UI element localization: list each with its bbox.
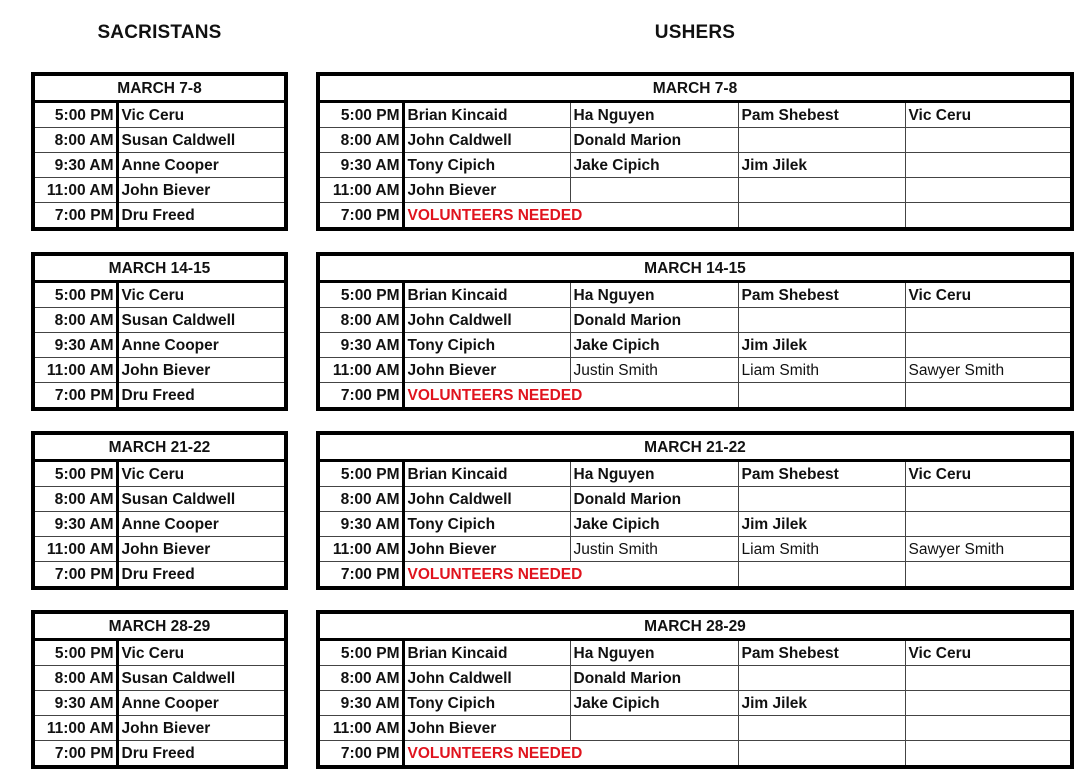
usher-name: Donald Marion bbox=[570, 666, 738, 691]
table-row bbox=[33, 178, 286, 203]
mass-time: 7:00 PM bbox=[33, 562, 117, 589]
usher-name: Sawyer Smith bbox=[905, 537, 1072, 562]
week-date: MARCH 21-22 bbox=[318, 433, 1072, 461]
usher-name: Liam Smith bbox=[738, 537, 905, 562]
sacristan-name: Susan Caldwell bbox=[117, 308, 286, 333]
mass-time: 11:00 AM bbox=[33, 358, 117, 383]
usher-name: John Biever bbox=[403, 537, 570, 562]
table-row bbox=[33, 487, 286, 512]
table-row bbox=[318, 461, 1072, 487]
usher-name: Tony Cipich bbox=[403, 512, 570, 537]
usher-name: Brian Kincaid bbox=[403, 640, 570, 666]
table-row bbox=[33, 461, 286, 487]
table-row bbox=[33, 358, 286, 383]
usher-name bbox=[905, 128, 1072, 153]
mass-time: 5:00 PM bbox=[33, 282, 117, 308]
table-row bbox=[318, 282, 1072, 308]
sacristans-table bbox=[31, 72, 288, 231]
usher-name bbox=[738, 308, 905, 333]
usher-name bbox=[905, 512, 1072, 537]
mass-time: 11:00 AM bbox=[318, 716, 403, 741]
usher-name bbox=[905, 691, 1072, 716]
table-row bbox=[33, 383, 286, 410]
volunteers-needed: VOLUNTEERS NEEDED bbox=[403, 741, 738, 768]
usher-name bbox=[738, 666, 905, 691]
mass-time: 7:00 PM bbox=[318, 562, 403, 589]
mass-time: 11:00 AM bbox=[33, 537, 117, 562]
table-row bbox=[33, 153, 286, 178]
table-row bbox=[33, 308, 286, 333]
mass-time: 9:30 AM bbox=[318, 691, 403, 716]
usher-name: Tony Cipich bbox=[403, 153, 570, 178]
usher-name bbox=[905, 383, 1072, 410]
table-row bbox=[318, 537, 1072, 562]
sacristan-name: Vic Ceru bbox=[117, 282, 286, 308]
mass-time: 5:00 PM bbox=[33, 102, 117, 128]
mass-time: 5:00 PM bbox=[318, 282, 403, 308]
usher-name: Pam Shebest bbox=[738, 640, 905, 666]
table-row bbox=[318, 487, 1072, 512]
sacristans-table bbox=[31, 431, 288, 590]
mass-time: 9:30 AM bbox=[318, 512, 403, 537]
usher-name bbox=[738, 383, 905, 410]
mass-time: 9:30 AM bbox=[33, 153, 117, 178]
sacristan-name: Dru Freed bbox=[117, 203, 286, 230]
usher-name: Vic Ceru bbox=[905, 282, 1072, 308]
mass-time: 7:00 PM bbox=[318, 741, 403, 768]
sacristan-name: Susan Caldwell bbox=[117, 128, 286, 153]
usher-name bbox=[905, 562, 1072, 589]
usher-name bbox=[905, 153, 1072, 178]
usher-name: Ha Nguyen bbox=[570, 461, 738, 487]
table-row bbox=[318, 153, 1072, 178]
volunteers-needed: VOLUNTEERS NEEDED bbox=[403, 383, 738, 410]
usher-name: Ha Nguyen bbox=[570, 102, 738, 128]
usher-name: Donald Marion bbox=[570, 308, 738, 333]
sacristan-name: Anne Cooper bbox=[117, 333, 286, 358]
table-row bbox=[318, 308, 1072, 333]
sacristan-name: Anne Cooper bbox=[117, 153, 286, 178]
mass-time: 7:00 PM bbox=[318, 383, 403, 410]
usher-name: Liam Smith bbox=[738, 358, 905, 383]
mass-time: 8:00 AM bbox=[318, 308, 403, 333]
mass-time: 7:00 PM bbox=[33, 383, 117, 410]
usher-name: Brian Kincaid bbox=[403, 282, 570, 308]
mass-time: 8:00 AM bbox=[318, 128, 403, 153]
mass-time: 5:00 PM bbox=[33, 461, 117, 487]
sacristan-name: Anne Cooper bbox=[117, 691, 286, 716]
sacristan-name: John Biever bbox=[117, 178, 286, 203]
sacristans-table bbox=[31, 610, 288, 769]
week-date: MARCH 28-29 bbox=[33, 612, 286, 640]
mass-time: 11:00 AM bbox=[318, 537, 403, 562]
mass-time: 7:00 PM bbox=[33, 741, 117, 768]
sacristan-name: Anne Cooper bbox=[117, 512, 286, 537]
sacristan-name: John Biever bbox=[117, 537, 286, 562]
usher-name: John Caldwell bbox=[403, 666, 570, 691]
table-row bbox=[318, 741, 1072, 768]
sacristan-name: John Biever bbox=[117, 716, 286, 741]
week-date: MARCH 14-15 bbox=[33, 254, 286, 282]
mass-time: 5:00 PM bbox=[318, 461, 403, 487]
mass-time: 9:30 AM bbox=[33, 333, 117, 358]
usher-name bbox=[738, 203, 905, 230]
volunteers-needed: VOLUNTEERS NEEDED bbox=[403, 203, 738, 230]
usher-name: Tony Cipich bbox=[403, 691, 570, 716]
week-date: MARCH 28-29 bbox=[318, 612, 1072, 640]
mass-time: 8:00 AM bbox=[33, 308, 117, 333]
sacristan-name: Vic Ceru bbox=[117, 640, 286, 666]
table-row bbox=[318, 203, 1072, 230]
usher-name bbox=[738, 178, 905, 203]
mass-time: 8:00 AM bbox=[33, 487, 117, 512]
usher-name: Sawyer Smith bbox=[905, 358, 1072, 383]
table-row bbox=[318, 383, 1072, 410]
table-row bbox=[33, 716, 286, 741]
table-row bbox=[318, 358, 1072, 383]
usher-name: John Biever bbox=[403, 358, 570, 383]
table-row bbox=[33, 640, 286, 666]
mass-time: 8:00 AM bbox=[33, 666, 117, 691]
mass-time: 8:00 AM bbox=[33, 128, 117, 153]
usher-name: Brian Kincaid bbox=[403, 102, 570, 128]
usher-name: Justin Smith bbox=[570, 358, 738, 383]
mass-time: 5:00 PM bbox=[318, 102, 403, 128]
usher-name: Jake Cipich bbox=[570, 153, 738, 178]
sacristan-name: Susan Caldwell bbox=[117, 666, 286, 691]
usher-name bbox=[905, 487, 1072, 512]
table-row bbox=[318, 640, 1072, 666]
volunteers-needed: VOLUNTEERS NEEDED bbox=[403, 562, 738, 589]
sacristan-name: Dru Freed bbox=[117, 741, 286, 768]
usher-name: Donald Marion bbox=[570, 128, 738, 153]
table-row bbox=[33, 691, 286, 716]
week-date: MARCH 14-15 bbox=[318, 254, 1072, 282]
usher-name bbox=[905, 333, 1072, 358]
usher-name bbox=[738, 562, 905, 589]
usher-name: Pam Shebest bbox=[738, 282, 905, 308]
table-row bbox=[33, 562, 286, 589]
week-date: MARCH 21-22 bbox=[33, 433, 286, 461]
usher-name bbox=[905, 203, 1072, 230]
mass-time: 8:00 AM bbox=[318, 487, 403, 512]
mass-time: 11:00 AM bbox=[318, 178, 403, 203]
usher-name bbox=[738, 741, 905, 768]
usher-name: John Biever bbox=[403, 178, 570, 203]
sacristan-name: Dru Freed bbox=[117, 562, 286, 589]
table-row bbox=[318, 666, 1072, 691]
sacristan-name: John Biever bbox=[117, 358, 286, 383]
usher-name: Jim Jilek bbox=[738, 512, 905, 537]
usher-name bbox=[905, 308, 1072, 333]
usher-name: Jake Cipich bbox=[570, 691, 738, 716]
usher-name: Vic Ceru bbox=[905, 461, 1072, 487]
usher-name bbox=[905, 666, 1072, 691]
usher-name: Jim Jilek bbox=[738, 333, 905, 358]
mass-time: 7:00 PM bbox=[318, 203, 403, 230]
mass-time: 7:00 PM bbox=[33, 203, 117, 230]
usher-name: John Caldwell bbox=[403, 487, 570, 512]
ushers-table bbox=[316, 252, 1074, 411]
sacristan-name: Vic Ceru bbox=[117, 102, 286, 128]
usher-name: Donald Marion bbox=[570, 487, 738, 512]
usher-name bbox=[738, 128, 905, 153]
table-row bbox=[33, 741, 286, 768]
table-row bbox=[33, 537, 286, 562]
mass-time: 9:30 AM bbox=[33, 691, 117, 716]
table-row bbox=[318, 128, 1072, 153]
usher-name: Pam Shebest bbox=[738, 461, 905, 487]
week-date: MARCH 7-8 bbox=[33, 74, 286, 102]
usher-name bbox=[570, 716, 738, 741]
usher-name: Vic Ceru bbox=[905, 640, 1072, 666]
usher-name: Jim Jilek bbox=[738, 691, 905, 716]
week-date: MARCH 7-8 bbox=[318, 74, 1072, 102]
usher-name: John Caldwell bbox=[403, 128, 570, 153]
usher-name bbox=[905, 716, 1072, 741]
sacristans-table bbox=[31, 252, 288, 411]
usher-name bbox=[905, 178, 1072, 203]
usher-name: Pam Shebest bbox=[738, 102, 905, 128]
usher-name: John Caldwell bbox=[403, 308, 570, 333]
table-row bbox=[33, 102, 286, 128]
usher-name bbox=[738, 487, 905, 512]
mass-time: 9:30 AM bbox=[33, 512, 117, 537]
mass-time: 11:00 AM bbox=[33, 178, 117, 203]
usher-name: Jim Jilek bbox=[738, 153, 905, 178]
mass-time: 8:00 AM bbox=[318, 666, 403, 691]
usher-name bbox=[905, 741, 1072, 768]
table-row bbox=[33, 128, 286, 153]
table-row bbox=[318, 512, 1072, 537]
usher-name: Jake Cipich bbox=[570, 333, 738, 358]
mass-time: 9:30 AM bbox=[318, 153, 403, 178]
table-row bbox=[318, 102, 1072, 128]
table-row bbox=[33, 203, 286, 230]
usher-name bbox=[738, 716, 905, 741]
usher-name: Justin Smith bbox=[570, 537, 738, 562]
table-row bbox=[318, 333, 1072, 358]
sacristans-heading: SACRISTANS bbox=[97, 22, 222, 43]
table-row bbox=[33, 333, 286, 358]
ushers-table bbox=[316, 431, 1074, 590]
usher-name: Ha Nguyen bbox=[570, 640, 738, 666]
sacristan-name: Susan Caldwell bbox=[117, 487, 286, 512]
mass-time: 5:00 PM bbox=[318, 640, 403, 666]
ushers-table bbox=[316, 72, 1074, 231]
table-row bbox=[33, 282, 286, 308]
usher-name: Tony Cipich bbox=[403, 333, 570, 358]
usher-name: Brian Kincaid bbox=[403, 461, 570, 487]
mass-time: 5:00 PM bbox=[33, 640, 117, 666]
table-row bbox=[318, 562, 1072, 589]
usher-name: Vic Ceru bbox=[905, 102, 1072, 128]
usher-name: Jake Cipich bbox=[570, 512, 738, 537]
sacristan-name: Dru Freed bbox=[117, 383, 286, 410]
table-row bbox=[318, 691, 1072, 716]
usher-name bbox=[570, 178, 738, 203]
ushers-table bbox=[316, 610, 1074, 769]
table-row bbox=[33, 512, 286, 537]
sacristan-name: Vic Ceru bbox=[117, 461, 286, 487]
usher-name: Ha Nguyen bbox=[570, 282, 738, 308]
table-row bbox=[318, 178, 1072, 203]
mass-time: 11:00 AM bbox=[33, 716, 117, 741]
ushers-heading: USHERS bbox=[654, 22, 736, 43]
table-row bbox=[33, 666, 286, 691]
mass-time: 11:00 AM bbox=[318, 358, 403, 383]
usher-name: John Biever bbox=[403, 716, 570, 741]
table-row bbox=[318, 716, 1072, 741]
mass-time: 9:30 AM bbox=[318, 333, 403, 358]
